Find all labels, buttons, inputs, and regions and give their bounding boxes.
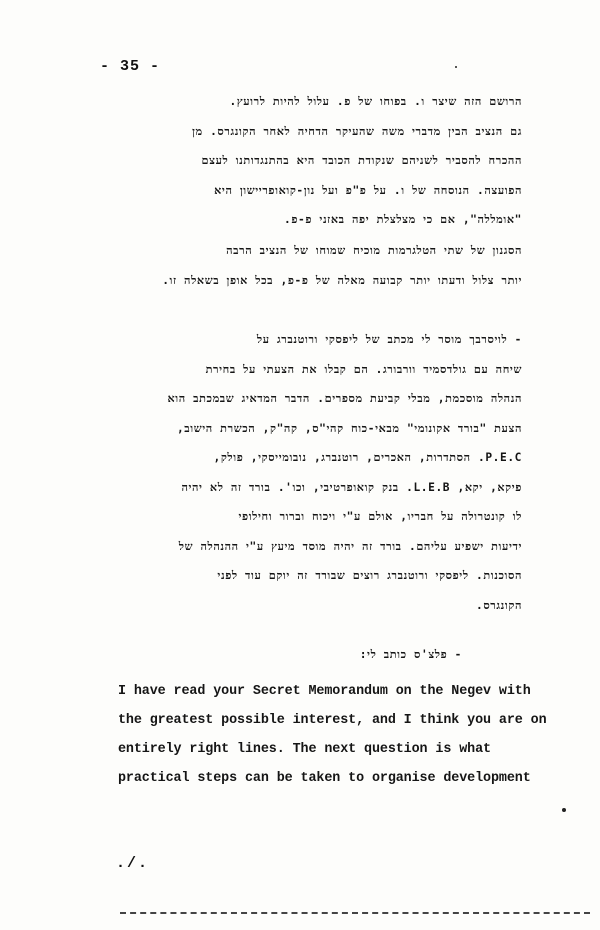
scan-speck — [562, 808, 566, 812]
footer-rule — [120, 912, 590, 914]
text-line: הנהלה מוסכמת, מבלי קביעת מספרים. הדבר המדאיג שבמכתב הוא — [167, 392, 522, 405]
text-line: הפועצה. הנוסחה של ו. על פ"פ ועל נון-קואופריישון היא — [214, 183, 522, 197]
scan-speck — [455, 66, 457, 68]
text-line: פיקא, יקא, L.E.B. בנק קואופרטיבי, וכו'. בורד זה לא יהיה — [181, 480, 522, 494]
text-line: גם הנציב הבין מדברי משה שהעיקר הדחיה לאחר הקונגרס. מן — [192, 124, 522, 138]
hebrew-paragraph-1 — [70, 87, 522, 235]
text-line: הסגנון של שתי הטלגרמות מוכיח שמוחו של הנציב הרבה — [226, 244, 522, 257]
hebrew-paragraph-3 — [70, 325, 522, 620]
text-line: - פלצ'ס כותב לי: — [359, 648, 462, 661]
text-line: שיחה עם גולדסמיד וורבורג. הם קבלו את הצעתי על בחירת — [205, 362, 522, 376]
text-line: הסוכנות. ליפסקי ורוטנברג רוצים שבורד זה יוקם עוד לפני — [217, 569, 522, 582]
hebrew-paragraph-4 — [70, 640, 522, 670]
text-line: הצעת "בורד אקונומי" מבאי-כוח קהי"ס, קה"ק, הכשרת הישוב, — [176, 421, 522, 435]
text-line: I have read your Secret Memorandum on the Negev with — [118, 684, 531, 699]
text-line: - לויסרבך מוסר לי מכתב של ליפסקי ורוטנברג על — [256, 333, 522, 346]
text-line: practical steps can be taken to organise development — [118, 771, 531, 786]
english-quotation — [118, 677, 547, 793]
text-line: the greatest possible interest, and I think you are on — [118, 713, 547, 728]
text-line: "אומללה", אם כי מצלצלת יפה באזני פ-פ. — [284, 213, 522, 226]
page-number: - 35 - — [100, 58, 161, 75]
hebrew-paragraph-2 — [70, 236, 522, 295]
text-line: entirely right lines. The next question is what — [118, 742, 491, 757]
text-line: יותר צלול ודעתו יותר קבועה מאלה של פ-פ, בכל אופן בשאלה זו. — [162, 273, 522, 287]
continued-marker: ./. — [116, 855, 150, 872]
text-line: ההכרח להסביר לשניהם שנקודת הכובד היא בהתנגדותנו לעצם — [201, 154, 522, 167]
text-line: P.E.C. הסתדרות, האכרים, רוטנברג, נובומייסקי, פולק, — [213, 451, 522, 464]
text-line: הקונגרס. — [475, 598, 522, 612]
text-line: הרושם הזה שיצר ו. בפוחו של פ. עלול להיות לרועץ. — [229, 95, 522, 108]
text-line: לו קונטרולה על חבריו, אולם ע"י ויכוח וברור וחילופי — [238, 510, 522, 523]
text-line: ידיעות ישפיע עליהם. בורד זה יהיה מוסד מיעץ ע"י ההנהלה של — [178, 539, 522, 553]
